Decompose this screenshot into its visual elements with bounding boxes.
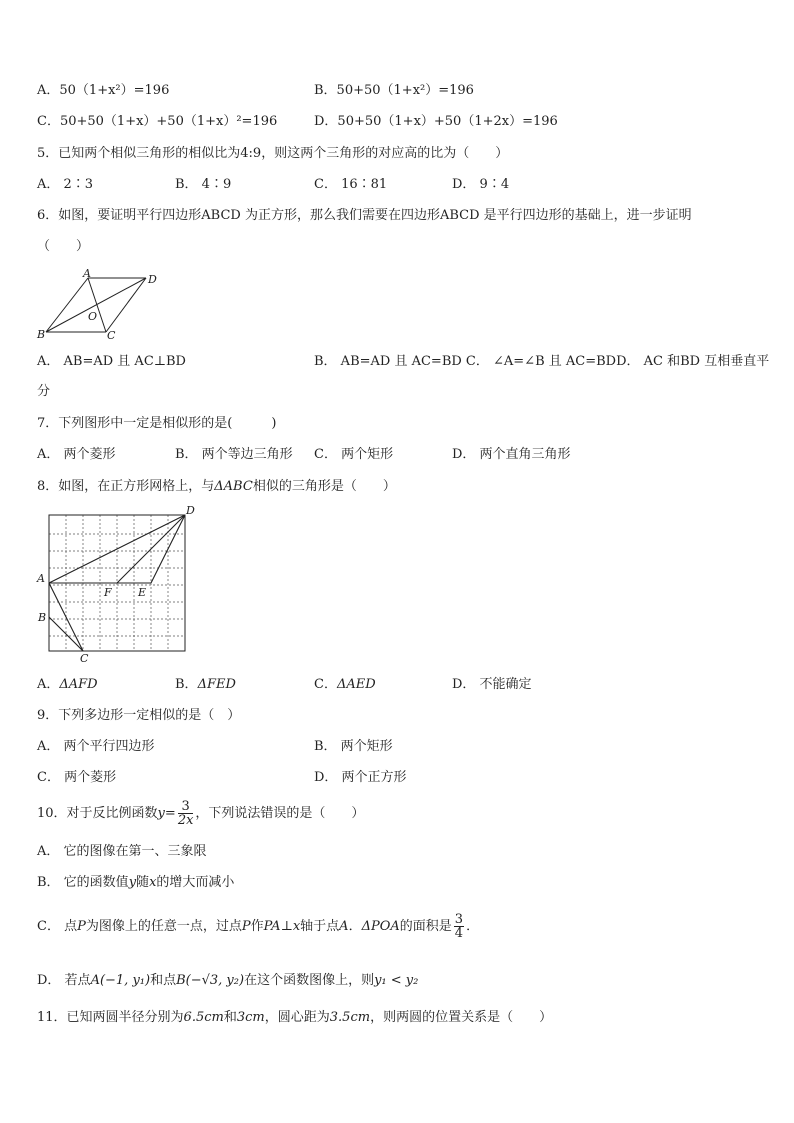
q8-label-d: D <box>186 504 195 517</box>
q7-option-c: C． 两个矩形 <box>314 447 394 462</box>
q10-b-mid: 随 <box>136 875 150 890</box>
q4-option-a: A．50（1+x²）=196 <box>37 83 170 98</box>
q10-c-a: A <box>339 919 349 934</box>
q10-stem <box>37 797 364 831</box>
q9-option-a: A． 两个平行四边形 <box>37 739 155 754</box>
q10-c-t4: ． <box>348 919 362 934</box>
q10-option-a: A． 它的图像在第一、三象限 <box>37 844 207 859</box>
q10-c-t5: 的面积是 <box>399 919 452 934</box>
q10-c-p: P <box>77 919 86 934</box>
q10-b-x: x <box>149 875 157 890</box>
q10-option-d <box>37 973 418 989</box>
q8-option-c-letter: C． <box>314 677 337 692</box>
q10-c-perp: ⊥ <box>280 919 293 934</box>
q6-label-o: O <box>88 310 98 323</box>
q8-stem-triangle: ΔABC <box>214 479 253 494</box>
q6-label-d: D <box>148 273 157 286</box>
q10-c-denominator: 4 <box>454 926 464 941</box>
q10-c-fraction <box>454 913 464 940</box>
q10-d-point-b: B(−√3, y₂) <box>176 973 245 988</box>
q8-stem-pre: 8．如图，在正方形网格上，与 <box>37 479 215 494</box>
q4-option-d: D．50+50（1+x）+50（1+2x）=196 <box>314 114 558 129</box>
q10-stem-pre: 10．对于反比例函数 <box>37 806 158 821</box>
q6-option-bcd: B． AB=AD 且 AC=BD C． ∠A=∠B 且 AC=BDD． AC 和BD 互相垂直平 <box>314 354 770 369</box>
q10-d-pre: D． 若点 <box>37 973 91 988</box>
q10-option-b <box>37 875 234 891</box>
q7-stem: 7．下列图形中一定是相似形的是( ) <box>37 416 277 431</box>
q4-option-c: C．50+50（1+x）+50（1+x）²=196 <box>37 114 278 129</box>
q11-radius-1: 6.5cm <box>183 1010 224 1025</box>
q10-d-point-a: A(−1, y₁) <box>90 973 151 988</box>
q11-t2: ，圆心距为 <box>264 1010 330 1025</box>
q6-stem: 6．如图，要证明平行四边形ABCD 为正方形，那么我们需要在四边形ABCD 是平行四边形的基础上，进一步证明 <box>37 208 692 223</box>
q10-stem-post: ，下列说法错误的是（ ） <box>195 806 365 821</box>
q10-fraction <box>178 800 194 827</box>
q8-grid-figure <box>34 502 204 668</box>
q10-b-pre: B． 它的函数值 <box>37 875 129 890</box>
q10-d-mid: 和点 <box>150 973 177 988</box>
q10-equals: = <box>164 806 176 821</box>
q11-stem <box>37 1010 552 1026</box>
q6-label-a: A <box>83 267 91 280</box>
q7-option-a: A． 两个菱形 <box>37 447 116 462</box>
q10-b-post: 的增大而减小 <box>156 875 235 890</box>
q10-option-c <box>37 910 479 944</box>
q8-option-b <box>175 677 236 693</box>
q8-option-b-triangle: ΔFED <box>197 677 236 692</box>
q5-option-b: B． 4∶9 <box>175 177 232 192</box>
q6-stem-paren: （ ） <box>37 239 90 254</box>
q7-option-d: D． 两个直角三角形 <box>452 447 571 462</box>
q10-c-numerator: 3 <box>454 912 464 927</box>
q6-label-c: C <box>107 329 116 342</box>
q11-t1: 和 <box>223 1010 237 1025</box>
q8-option-a-triangle: ΔAFD <box>59 677 98 692</box>
q10-c-triangle: ΔPOA <box>361 919 400 934</box>
q6-parallelogram-figure <box>34 266 164 346</box>
q7-option-b: B． 两个等边三角形 <box>175 447 293 462</box>
q8-option-b-letter: B． <box>175 677 198 692</box>
q10-c-t1: 为图像上的任意一点，过点 <box>85 919 242 934</box>
q8-label-c: C <box>80 652 89 665</box>
q8-option-c <box>314 677 376 693</box>
q5-option-c: C． 16∶81 <box>314 177 388 192</box>
q8-label-a: A <box>37 572 45 585</box>
q8-stem <box>37 479 396 495</box>
q6-option-d-continued: 分 <box>37 384 51 399</box>
q5-stem: 5．已知两个相似三角形的相似比为4:9，则这两个三角形的对应高的比为（ ） <box>37 146 509 161</box>
q10-numerator: 3 <box>178 800 194 814</box>
q8-option-a-letter: A． <box>37 677 60 692</box>
q10-y: y <box>157 806 165 821</box>
q10-c-p2: P <box>241 919 251 934</box>
q10-d-inequality: y₁ < y₂ <box>374 973 419 988</box>
q9-stem: 9．下列多边形一定相似的是（ ） <box>37 708 241 723</box>
q10-c-x: x <box>292 919 301 934</box>
q8-label-e: E <box>138 586 147 599</box>
q10-c-pre: C． 点 <box>37 919 78 934</box>
q10-c-t2: 作 <box>250 919 264 934</box>
q9-option-d: D． 两个正方形 <box>314 770 407 785</box>
q8-label-f: F <box>104 586 112 599</box>
q10-c-end: ． <box>466 919 480 934</box>
q6-option-a: A． AB=AD 且 AC⊥BD <box>37 354 186 369</box>
q11-t3: ，则两圆的位置关系是（ ） <box>370 1010 553 1025</box>
q10-denominator: 2x <box>177 813 194 828</box>
q9-option-b: B． 两个矩形 <box>314 739 393 754</box>
q11-stem-pre: 11．已知两圆半径分别为 <box>37 1010 184 1025</box>
q4-option-b: B．50+50（1+x²）=196 <box>314 83 474 98</box>
q10-c-t3: 轴于点 <box>300 919 340 934</box>
q8-label-b: B <box>38 611 47 624</box>
q5-option-d: D． 9∶4 <box>452 177 510 192</box>
q10-b-y: y <box>128 875 137 890</box>
q11-radius-2: 3cm <box>236 1010 265 1025</box>
q11-distance: 3.5cm <box>329 1010 371 1025</box>
q8-option-d: D． 不能确定 <box>452 677 532 692</box>
q8-option-a <box>37 677 98 693</box>
q10-c-pa: PA <box>263 919 281 934</box>
q10-d-t: 在这个函数图像上，则 <box>244 973 375 988</box>
q5-option-a: A． 2∶3 <box>37 177 94 192</box>
q8-option-c-triangle: ΔAED <box>336 677 376 692</box>
q9-option-c: C． 两个菱形 <box>37 770 117 785</box>
q8-stem-post: 相似的三角形是（ ） <box>252 479 396 494</box>
q6-label-b: B <box>37 328 46 341</box>
